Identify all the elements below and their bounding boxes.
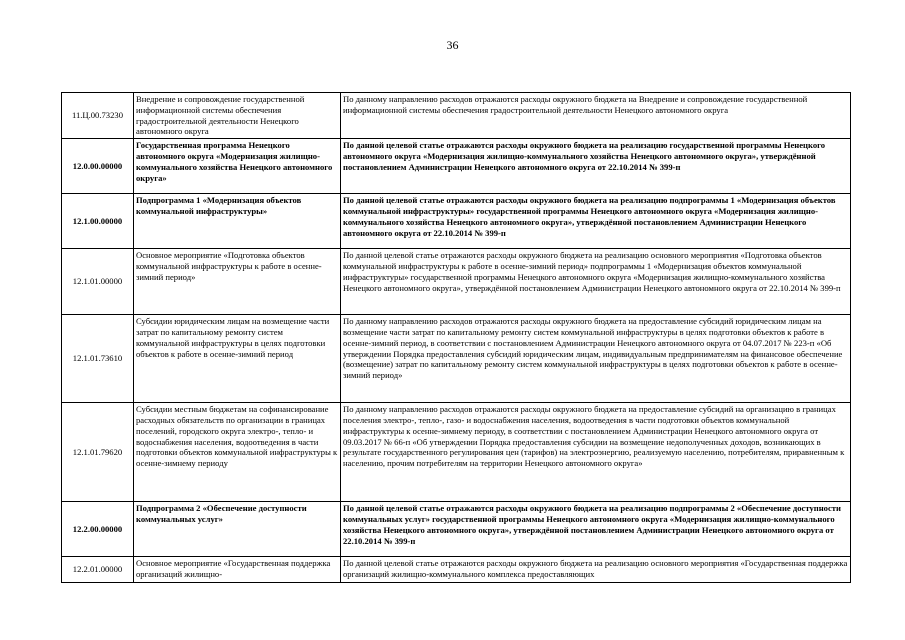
budget-classification-table <box>61 92 851 583</box>
row-description: По данному направлению расходов отражаются расходы окружного бюджета на предоставление субсидий юридическим лицам на возмещение части затрат по капитальному ремонту систем коммунальной инфраструктуры в целях подготовки объектов к работе в осенне-зимний период, в соответствии с постановлением Администрации Ненецкого автономного округа от 04.07.2017 № 223-п «Об утверждении Порядка предоставления субсидий юридическим лицам, индивидуальным предпринимателям на финансовое обеспечение (возмещение) затрат по капитальному ремонту систем коммунальной инфраструктуры в целях подготовки объектов к работе в осенне-зимний период» <box>341 315 851 403</box>
row-name: Государственная программа Ненецкого автономного округа «Модернизация жилищно-коммунального хозяйства Ненецкого автономного округа» <box>134 139 341 194</box>
row-code: 12.1.01.73610 <box>62 315 134 403</box>
row-name: Подпрограмма 1 «Модернизация объектов коммунальной инфраструктуры» <box>134 194 341 249</box>
row-code: 12.2.01.00000 <box>62 557 134 583</box>
row-description: По данной целевой статье отражаются расходы окружного бюджета на реализацию подпрограммы 1 «Модернизация объектов коммунальной инфраструктуры» государственной программы Ненецкого автономного округа «Модернизация жилищно-коммунального хозяйства Ненецкого автономного округа», утверждённой постановлением Администрации Ненецкого автономного округа от 22.10.2014 № 399-п <box>341 194 851 249</box>
page-number: 36 <box>446 38 459 52</box>
row-name: Основное мероприятие «Подготовка объектов коммунальной инфраструктуры к работе в осенне-зимний период» <box>134 249 341 315</box>
row-code: 12.2.00.00000 <box>62 502 134 557</box>
row-code: 12.0.00.00000 <box>62 139 134 194</box>
row-description: По данному направлению расходов отражаются расходы окружного бюджета на Внедрение и сопровождение государственной информационной системы обеспечения градостроительной деятельности Ненецкого автономного округа <box>341 93 851 139</box>
row-description: По данному направлению расходов отражаются расходы окружного бюджета на предоставление субсидий на организацию в границах поселения электро-, тепло-, газо- и водоснабжения населения, водоотведения в части подготовки объектов коммунальной инфраструктуры к осенне-зимнему периоду, в соответствии с постановлением Администрации Ненецкого автономного округа от 09.03.2017 № 66-п «Об утверждении Порядка предоставления субсидии на возмещение недополученных доходов, возникающих в результате государственного регулирования цен (тарифов) на электроэнергию, реализуемую населению, потребителям, приравненным к населению, прочим потребителям на территории Ненецкого автономного округа» <box>341 403 851 502</box>
table-row <box>62 315 851 403</box>
table-row <box>62 502 851 557</box>
table-row <box>62 557 851 583</box>
row-name: Подпрограмма 2 «Обеспечение доступности коммунальных услуг» <box>134 502 341 557</box>
row-code: 12.1.01.79620 <box>62 403 134 502</box>
row-name: Основное мероприятие «Государственная поддержка организаций жилищно- <box>134 557 341 583</box>
row-description: По данной целевой статье отражаются расходы окружного бюджета на реализацию подпрограммы 2 «Обеспечение доступности коммунальных услуг» государственной программы Ненецкого автономного округа «Модернизация жилищно-коммунального хозяйства Ненецкого автономного округа», утверждённой постановлением Администрации Ненецкого автономного округа от 22.10.2014 № 399-п <box>341 502 851 557</box>
row-name: Внедрение и сопровождение государственной информационной системы обеспечения градостроительной деятельности Ненецкого автономного округа <box>134 93 341 139</box>
table-row <box>62 194 851 249</box>
table-row <box>62 249 851 315</box>
row-description: По данной целевой статье отражаются расходы окружного бюджета на реализацию основного мероприятия «Государственная поддержка организаций жилищно-коммунального комплекса предоставляющих <box>341 557 851 583</box>
row-name: Субсидии юридическим лицам на возмещение части затрат по капитальному ремонту систем коммунальной инфраструктуры в целях подготовки объектов к работе в осенне-зимний период <box>134 315 341 403</box>
row-code: 12.1.01.00000 <box>62 249 134 315</box>
table-row <box>62 139 851 194</box>
row-code: 11.Ц.00.73230 <box>62 93 134 139</box>
table-row <box>62 403 851 502</box>
table-row <box>62 93 851 139</box>
row-code: 12.1.00.00000 <box>62 194 134 249</box>
row-description: По данной целевой статье отражаются расходы окружного бюджета на реализацию государственной программы Ненецкого автономного округа «Модернизация жилищно-коммунального хозяйства Ненецкого автономного округа», утверждённой постановлением Администрации Ненецкого автономного округа от 22.10.2014 № 399-п <box>341 139 851 194</box>
row-description: По данной целевой статье отражаются расходы окружного бюджета на реализацию основного мероприятия «Подготовка объектов коммунальной инфраструктуры к работе в осенне-зимний период» подпрограммы 1 «Модернизация объектов коммунальной инфраструктуры» государственной программы Ненецкого автономного округа «Модернизация жилищно-коммунального хозяйства Ненецкого автономного округа», утверждённой постановлением Администрации Ненецкого автономного округа от 22.10.2014 № 399-п <box>341 249 851 315</box>
row-name: Субсидии местным бюджетам на софинансирование расходных обязательств по организации в границах поселений, городского округа электро-, тепло- и водоснабжения населения, водоотведения в части подготовки объектов коммунальной инфраструктуры к осенне-зимнему периоду <box>134 403 341 502</box>
